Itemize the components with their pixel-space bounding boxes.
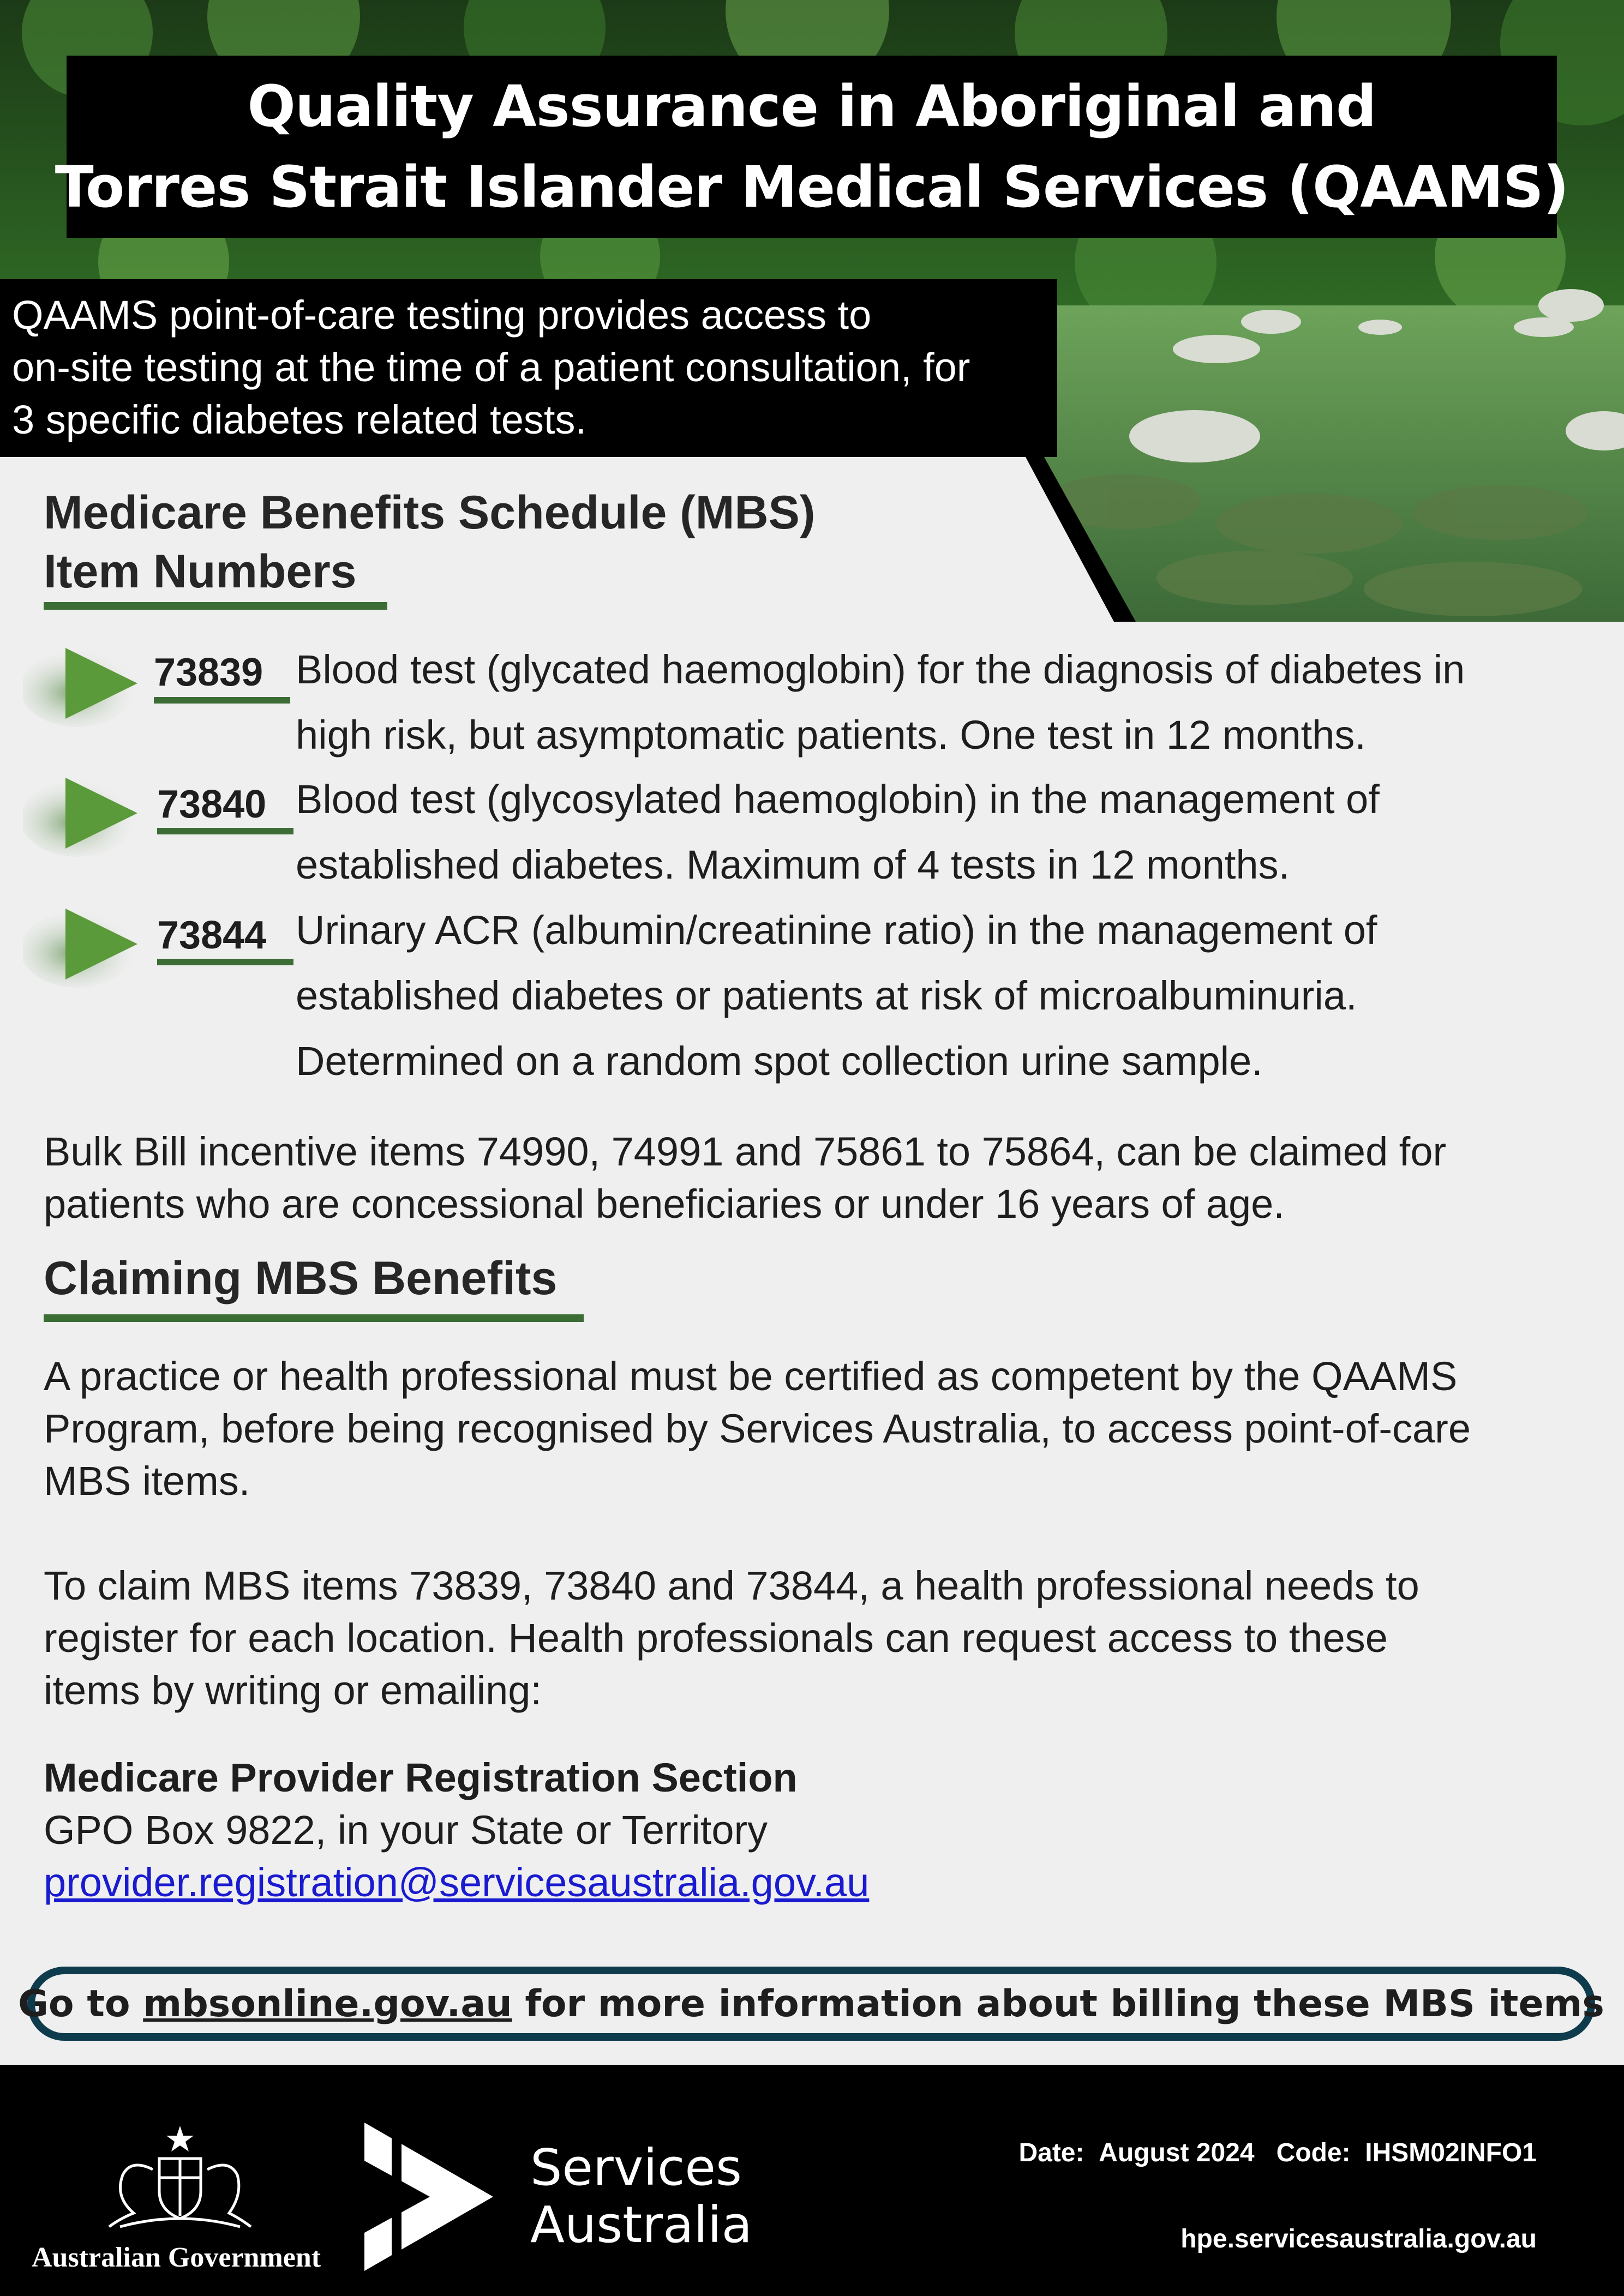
title-box — [55, 56, 1569, 238]
mbs-heading-line-1: Medicare Benefits Schedule (MBS) — [44, 486, 816, 539]
brand-name-line-2: Australia — [530, 2196, 752, 2254]
certification-line: MBS items. — [44, 1458, 250, 1504]
item-description-line: established diabetes. Maximum of 4 tests in 12 months. — [296, 842, 1290, 887]
page-title-line-2: Torres Strait Islander Medical Services (QAAMS) — [55, 154, 1569, 220]
date-label: Date: — [1018, 2138, 1084, 2167]
intro-line: QAAMS point-of-care testing provides access to — [12, 292, 872, 338]
item-description-line: Blood test (glycated haemoglobin) for the diagnosis of diabetes in — [296, 647, 1465, 692]
services-australia-chevron-logo — [364, 2123, 493, 2271]
claiming-heading-underline — [44, 1314, 584, 1322]
certification-text — [44, 1350, 1604, 1507]
item-description — [296, 637, 1605, 768]
play-arrow-icon — [23, 767, 143, 860]
intro-text — [12, 289, 1059, 446]
contact-block — [44, 1752, 1604, 1909]
item-code: 73840 — [157, 783, 267, 826]
registration-text — [44, 1560, 1604, 1717]
item-code-underline — [157, 959, 293, 965]
item-description-line: established diabetes or patients at risk of microalbuminuria. — [296, 973, 1357, 1018]
item-code-underline — [157, 828, 293, 834]
certification-line: Program, before being recognised by Services Australia, to access point-of-care — [44, 1406, 1471, 1451]
mbsonline-link[interactable]: mbsonline.gov.au — [143, 1982, 512, 2025]
mbs-heading-line-2: Item Numbers — [44, 545, 357, 598]
australian-government-label: Australian Government — [32, 2242, 321, 2273]
callout-suffix: for more information about billing these MBS items — [512, 1982, 1604, 2025]
contact-address: GPO Box 9822, in your State or Territory — [44, 1807, 768, 1853]
bulk-bill-line: Bulk Bill incentive items 74990, 74991 and 75861 to 75864, can be claimed for — [44, 1129, 1447, 1174]
item-description-line: Blood test (glycosylated haemoglobin) in the management of — [296, 777, 1380, 822]
item-code: 73844 — [157, 913, 267, 957]
website-link[interactable]: hpe.servicesaustralia.gov.au — [1180, 2225, 1537, 2253]
intro-line: on-site testing at the time of a patient consultation, for — [12, 345, 970, 390]
item-description — [296, 898, 1605, 1094]
contact-email-link[interactable]: provider.registration@servicesaustralia.gov.au — [44, 1860, 870, 1905]
document-meta — [1018, 2138, 1537, 2168]
code-value: IHSM02INFO1 — [1365, 2138, 1537, 2167]
play-arrow-icon — [23, 898, 143, 990]
certification-line: A practice or health professional must be certified as competent by the QAAMS — [44, 1354, 1458, 1399]
registration-line: items by writing or emailing: — [44, 1668, 542, 1713]
intro-line: 3 specific diabetes related tests. — [12, 397, 587, 442]
coat-of-arms-logo — [98, 2120, 262, 2235]
brand-name-line-1: Services — [530, 2138, 742, 2197]
mbs-heading — [44, 483, 816, 601]
claiming-heading: Claiming MBS Benefits — [44, 1252, 558, 1305]
callout-text — [18, 1982, 1604, 2025]
mbsonline-callout — [18, 1967, 1604, 2041]
bulk-bill-line: patients who are concessional beneficiaries or under 16 years of age. — [44, 1181, 1285, 1227]
registration-line: register for each location. Health professionals can request access to these — [44, 1615, 1388, 1661]
item-code-underline — [154, 697, 290, 704]
page-title-line-1: Quality Assurance in Aboriginal and — [247, 73, 1376, 140]
item-code: 73839 — [154, 651, 263, 694]
date-value: August 2024 — [1099, 2138, 1255, 2167]
play-arrow-icon — [23, 637, 143, 730]
item-description-line: Urinary ACR (albumin/creatinine ratio) in the management of — [296, 907, 1377, 953]
item-description-line: Determined on a random spot collection urine sample. — [296, 1038, 1263, 1084]
mbs-heading-underline — [44, 602, 387, 610]
contact-name: Medicare Provider Registration Section — [44, 1755, 798, 1800]
registration-line: To claim MBS items 73839, 73840 and 73844, a health professional needs to — [44, 1563, 1419, 1608]
callout-prefix: Go to — [18, 1982, 143, 2025]
code-label: Code: — [1276, 2138, 1351, 2167]
item-description-line: high risk, but asymptomatic patients. One test in 12 months. — [296, 712, 1366, 758]
item-description — [296, 767, 1605, 898]
bulk-bill-text — [44, 1126, 1604, 1230]
